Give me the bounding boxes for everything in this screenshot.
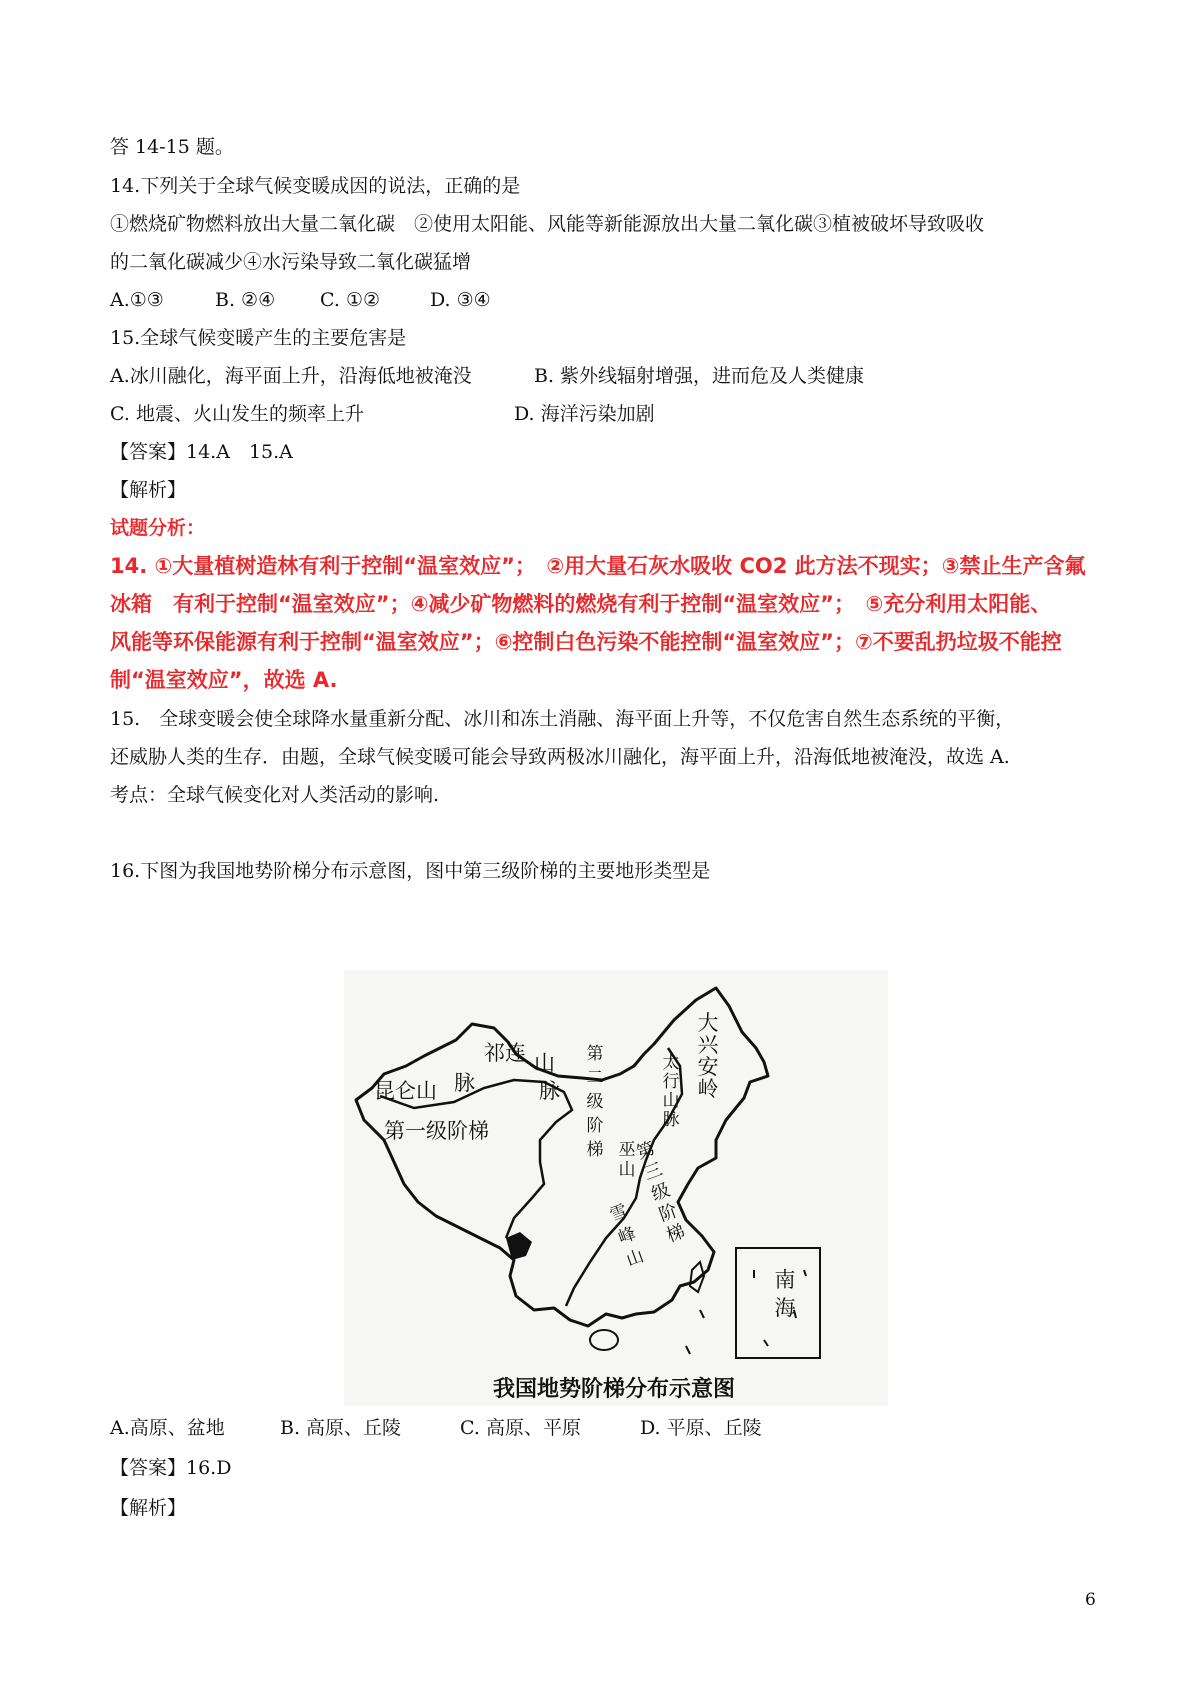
- label-qilian: 祁连: [484, 1041, 526, 1065]
- terrain-steps-map: [344, 970, 888, 1406]
- china-outline-svg: [344, 970, 888, 1406]
- option-b: B. 高原、丘陵: [280, 1417, 402, 1439]
- hainan-island: [590, 1330, 618, 1350]
- label-wushan: 巫山: [618, 1140, 636, 1180]
- label-qilian-shan: 山: [534, 1051, 555, 1075]
- label-kunlun: 昆仑山: [374, 1079, 437, 1103]
- option-a: A.①③: [110, 289, 164, 311]
- label-nanhai: 南海: [774, 1268, 796, 1320]
- analysis-label-16: 【解析】: [110, 1497, 187, 1519]
- label-step2: 第二级阶梯: [586, 1044, 604, 1160]
- question-15: 15.全球气候变暖产生的主要危害是: [110, 327, 407, 349]
- option-d: D. ③④: [430, 289, 491, 311]
- analysis-heading: 试题分析：: [110, 517, 206, 539]
- intro-line: 答 14-15 题。: [110, 136, 234, 158]
- label-taihang: 太行山脉: [662, 1053, 680, 1130]
- option-c: C. 地震、火山发生的频率上升: [110, 403, 364, 425]
- analysis-15-line-2: 还威胁人类的生存．由题，全球气候变暖可能会导致两极冰川融化，海平面上升，沿海低地被淹没，故选 A.: [110, 746, 1010, 768]
- option-a: A.冰川融化，海平面上升，沿海低地被淹没: [110, 365, 472, 387]
- option-d: D. 海洋污染加剧: [514, 403, 655, 425]
- label-daxinganling: 大兴安岭: [697, 1011, 719, 1101]
- question-14-statements-1: ①燃烧矿物燃料放出大量二氧化碳 ②使用太阳能、风能等新能源放出大量二氧化碳③植被破坏导致吸收: [110, 213, 985, 235]
- option-d: D. 平原、丘陵: [640, 1417, 762, 1439]
- option-b: B. ②④: [215, 289, 276, 311]
- key-point: 考点：全球气候变化对人类活动的影响.: [110, 784, 440, 806]
- answer-label: 【答案】14.A 15.A: [110, 441, 293, 463]
- option-a: A.高原、盆地: [110, 1417, 225, 1439]
- label-step1: 第一级阶梯: [384, 1119, 489, 1143]
- option-b: B. 紫外线辐射增强，进而危及人类健康: [534, 365, 865, 387]
- question-14: 14.下列关于全球气候变暖成因的说法，正确的是: [110, 175, 521, 197]
- analysis-red-line-4: 制“温室效应”，故选 A.: [110, 668, 338, 692]
- step1-boundary: [380, 1080, 572, 1238]
- answer-label-16: 【答案】16.D: [110, 1457, 232, 1479]
- analysis-red-line-1: 14. ①大量植树造林有利于控制“温室效应”； ②用大量石灰水吸收 CO2 此方法不现实；③禁止生产含氟: [110, 554, 1086, 578]
- label-kunlun-mai: 脉: [454, 1071, 475, 1095]
- map-title: 我国地势阶梯分布示意图: [492, 1376, 735, 1402]
- analysis-red-line-2: 冰箱 有利于控制“温室效应”；④减少矿物燃料的燃烧有利于控制“温室效应”； ⑤充分利用太阳能、: [110, 592, 1052, 616]
- page-number: 6: [1085, 1590, 1096, 1610]
- question-16: 16.下图为我国地势阶梯分布示意图，图中第三级阶梯的主要地形类型是: [110, 860, 711, 882]
- question-14-statements-2: 的二氧化碳减少④水污染导致二氧化碳猛增: [110, 251, 472, 273]
- label-qilian-mai: 脉: [539, 1079, 560, 1103]
- label-xuefeng: 雪峰山: [607, 1201, 647, 1271]
- analysis-15-line-1: 15. 全球变暖会使全球降水量重新分配、冰川和冻土消融、海平面上升等，不仅危害自然生态系统的平衡，: [110, 708, 1015, 730]
- analysis-red-line-3: 风能等环保能源有利于控制“温室效应”；⑥控制白色污染不能控制“温室效应”；⑦不要乱扔垃圾不能控: [110, 630, 1062, 654]
- option-c: C. ①②: [320, 289, 381, 311]
- analysis-label: 【解析】: [110, 479, 187, 501]
- label-step3: 第三级阶梯: [633, 1138, 688, 1247]
- option-c: C. 高原、平原: [460, 1417, 581, 1439]
